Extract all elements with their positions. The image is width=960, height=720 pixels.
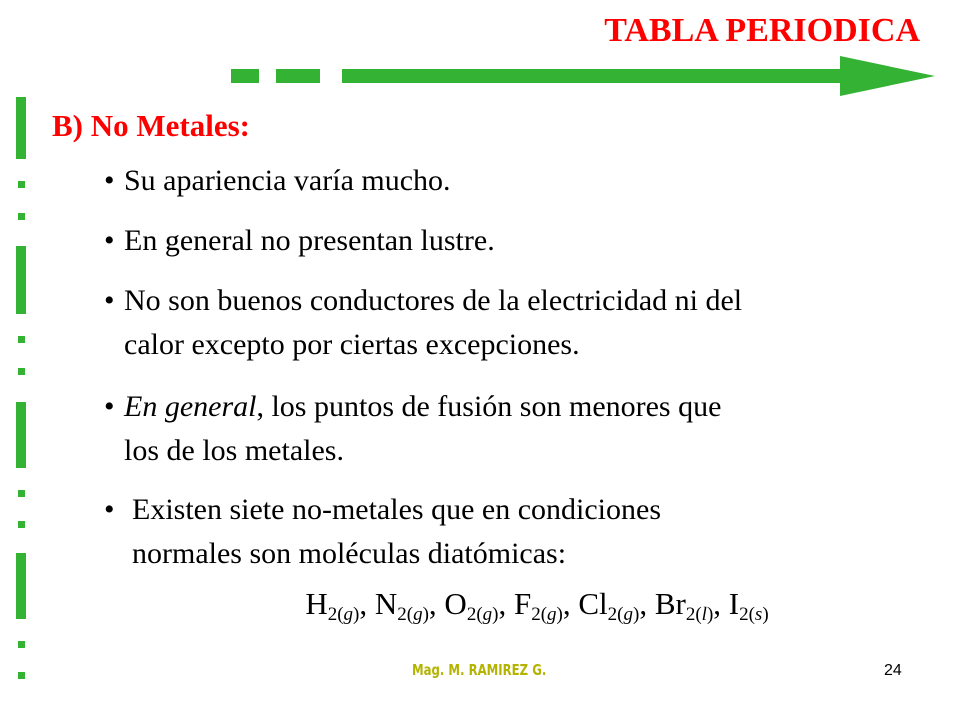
footer-author: Mag. M. RAMIREZ G. bbox=[412, 661, 547, 679]
diatomic-formula-list bbox=[0, 586, 960, 626]
formula-separator: , bbox=[428, 586, 445, 621]
rail-dot bbox=[18, 368, 25, 375]
formula-molecule bbox=[444, 586, 499, 625]
formula-separator: , bbox=[562, 586, 579, 621]
bullet-marker: • bbox=[104, 164, 115, 197]
state-subscript: 2(s) bbox=[739, 604, 769, 625]
bullet-line: Existen siete no-metales que en condiciones bbox=[132, 493, 661, 526]
arrow-dash-segment bbox=[276, 69, 320, 83]
formula-molecule bbox=[728, 586, 769, 625]
section-heading: B) No Metales: bbox=[52, 108, 250, 143]
bullet-line: En general no presentan lustre. bbox=[124, 224, 495, 257]
formula-molecule bbox=[513, 586, 563, 625]
bullet-line: No son buenos conductores de la electricidad ni del bbox=[124, 284, 743, 317]
bullet-marker: • bbox=[104, 224, 115, 257]
italic-lead: En general bbox=[124, 390, 257, 423]
state-subscript: 2(g) bbox=[397, 604, 429, 625]
state-subscript: 2(g) bbox=[466, 604, 499, 625]
decor-arrow bbox=[0, 0, 960, 110]
state-subscript: 2(l) bbox=[685, 604, 714, 625]
bullet-line: calor excepto por ciertas excepciones. bbox=[124, 328, 580, 361]
arrow-shaft bbox=[342, 69, 842, 83]
state-subscript: 2(g) bbox=[327, 604, 360, 625]
bullet-line-rest: , los puntos de fusión son menores que bbox=[256, 390, 722, 423]
element-symbol: O bbox=[444, 586, 467, 621]
formula-molecule bbox=[654, 586, 714, 625]
rail-dot bbox=[18, 336, 25, 343]
rail-dot bbox=[18, 641, 25, 648]
right-arrow-icon bbox=[840, 56, 935, 96]
rail-bar bbox=[16, 246, 26, 314]
rail-bar bbox=[16, 97, 26, 159]
formula-separator: , bbox=[713, 586, 729, 621]
formula-separator: , bbox=[359, 586, 375, 621]
bullet-line bbox=[124, 385, 721, 429]
bullet-line: los de los metales. bbox=[124, 434, 344, 467]
rail-dot bbox=[18, 213, 25, 220]
element-symbol: Cl bbox=[578, 586, 608, 621]
rail-dot bbox=[18, 181, 25, 188]
page-number: 24 bbox=[884, 662, 902, 679]
bullet-marker: • bbox=[104, 390, 115, 423]
element-symbol: H bbox=[305, 586, 328, 621]
state-subscript: 2(g) bbox=[531, 604, 563, 625]
rail-bar bbox=[16, 402, 26, 468]
element-symbol: Br bbox=[654, 586, 686, 621]
rail-dot bbox=[18, 672, 25, 679]
element-symbol: N bbox=[374, 586, 398, 621]
formula-separator: , bbox=[639, 586, 655, 621]
formula-separator: , bbox=[498, 586, 514, 621]
rail-dot bbox=[18, 490, 25, 497]
bullet-line: normales son moléculas diatómicas: bbox=[132, 537, 567, 570]
element-symbol: I bbox=[728, 586, 740, 621]
arrow-dash-segment bbox=[231, 69, 259, 83]
bullet-marker: • bbox=[104, 493, 115, 526]
state-subscript: 2(g) bbox=[607, 604, 640, 625]
element-symbol: F bbox=[513, 586, 532, 621]
slide-title: TABLA PERIODICA bbox=[604, 12, 920, 49]
bullet-marker: • bbox=[104, 284, 115, 317]
formula-molecule bbox=[305, 586, 360, 625]
bullet-line: Su apariencia varía mucho. bbox=[124, 164, 451, 197]
formula-molecule bbox=[578, 586, 640, 625]
rail-dot bbox=[18, 521, 25, 528]
formula-molecule bbox=[374, 586, 429, 625]
